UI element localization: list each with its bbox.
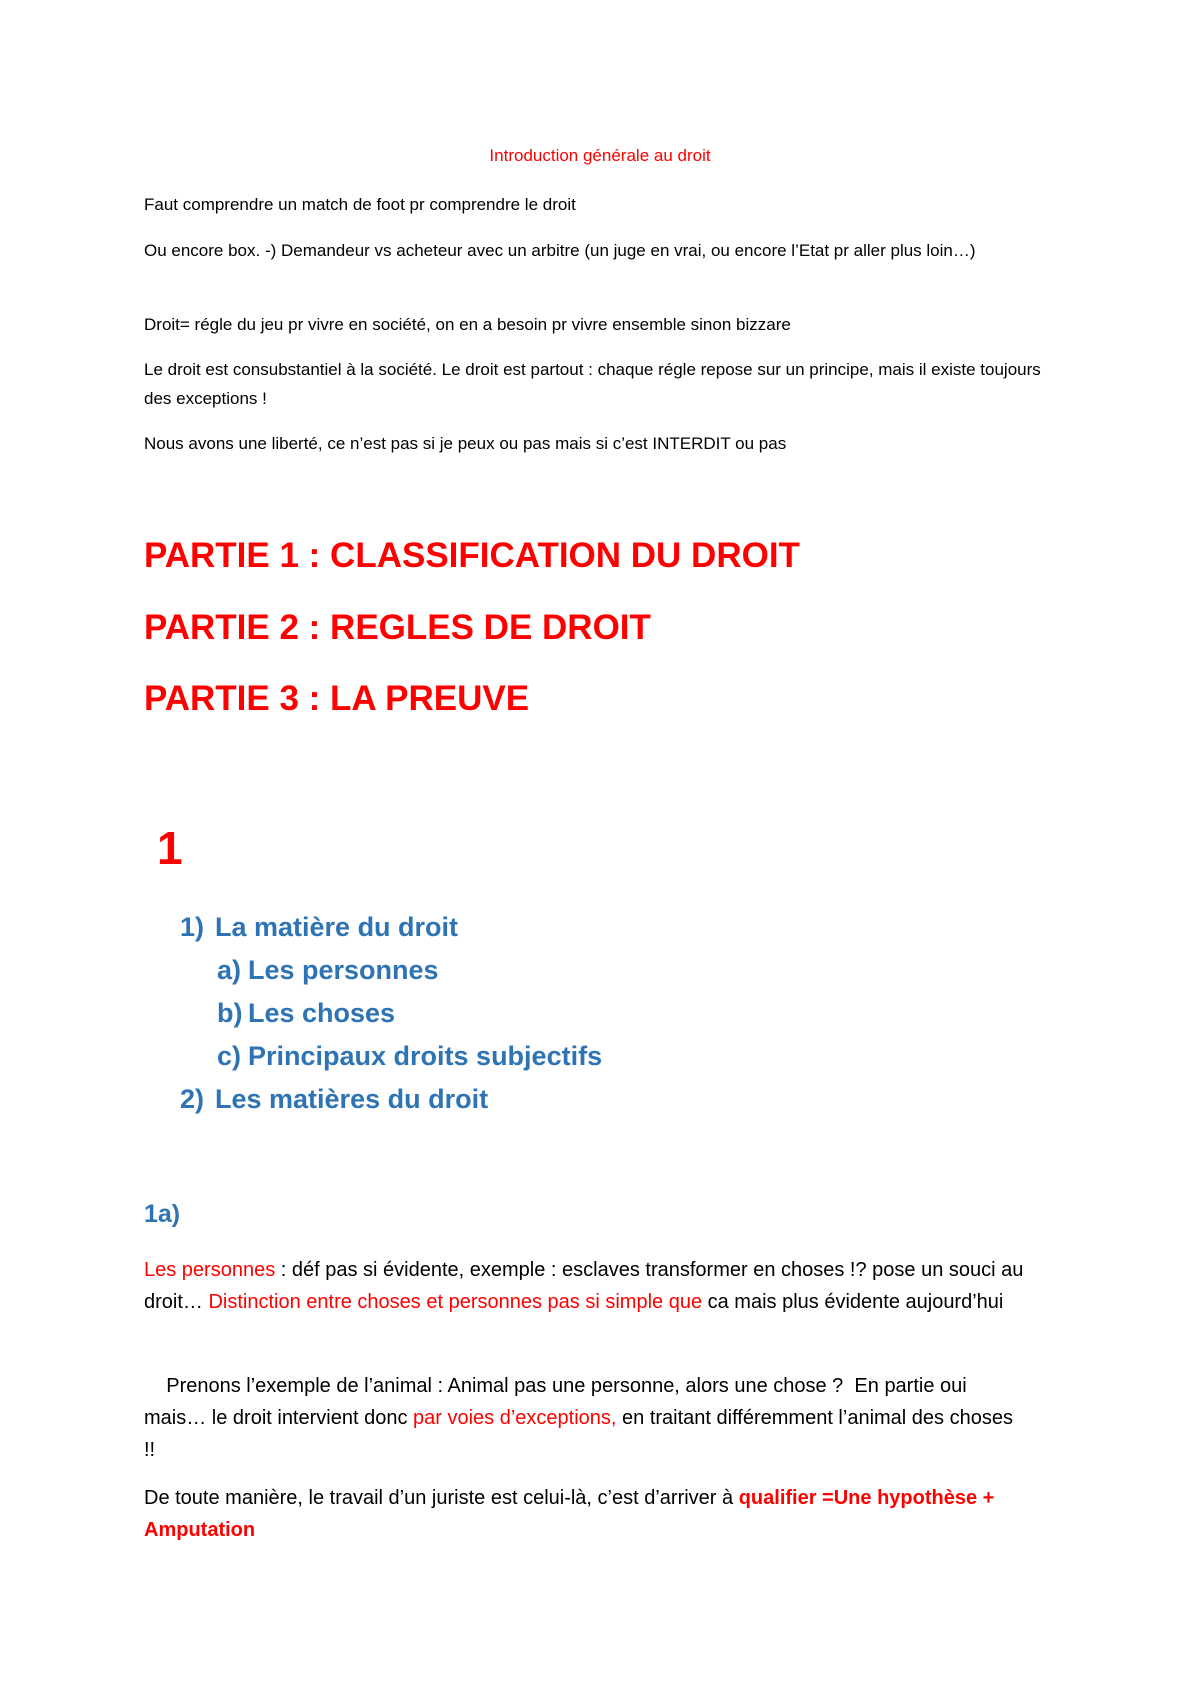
toc-item-number: b) <box>217 998 243 1028</box>
animal-highlight: par voies d’exceptions, <box>413 1407 617 1429</box>
toc-item-number: 1) <box>180 912 205 942</box>
section-number: 1 <box>157 822 183 874</box>
toc-item-1b <box>217 996 395 1030</box>
toc-item-number: c) <box>217 1041 242 1071</box>
juriste-highlight: qualifier =Une hypothèse + Amputation <box>144 1487 995 1541</box>
intro-paragraph-1: Faut comprendre un match de foot pr comprendre le droit <box>144 195 576 214</box>
animal-paragraph <box>144 1370 1024 1466</box>
toc-item-1a <box>217 953 439 987</box>
partie-3-heading: PARTIE 3 : LA PREUVE <box>144 679 530 718</box>
intro-paragraph-5: Nous avons une liberté, ce n’est pas si je peux ou pas mais si c’est INTERDIT ou pas <box>144 434 787 453</box>
personnes-term: Les personnes <box>144 1259 276 1281</box>
toc-item-1c <box>217 1039 602 1073</box>
document-title: Introduction générale au droit <box>489 146 711 165</box>
personnes-highlight: Distinction entre choses et personnes pas si simple que <box>208 1291 703 1313</box>
juriste-text: De toute manière, le travail d’un juriste est celui-là, c’est d’arriver à <box>144 1487 739 1509</box>
animal-text-end: en traitant différemment l’animal des choses !! <box>144 1407 1019 1461</box>
toc-item-label: La matière du droit <box>215 912 459 942</box>
toc-item-label: Principaux droits subjectifs <box>248 1041 603 1071</box>
personnes-text-end: ca mais plus évidente aujourd’hui <box>702 1291 1004 1313</box>
juriste-paragraph <box>144 1482 1024 1546</box>
toc-item-number: 2) <box>180 1084 205 1114</box>
personnes-paragraph <box>144 1254 1024 1318</box>
intro-paragraph-2: Ou encore box. -) Demandeur vs acheteur avec un arbitre (un juge en vrai, ou encore l’Etat pr aller plus loin…) <box>144 241 976 260</box>
intro-paragraph-3: Droit= régle du jeu pr vivre en société, on en a besoin pr vivre ensemble sinon bizzare <box>144 315 791 334</box>
toc-item-label: Les personnes <box>248 955 439 985</box>
toc-item-1 <box>180 910 458 944</box>
toc-item-number: a) <box>217 955 242 985</box>
animal-text: Prenons l’exemple de l’animal : Animal pas une personne, alors une chose ? En partie oui mais… le droit intervient donc <box>144 1375 973 1429</box>
subsection-heading: 1a) <box>144 1200 181 1228</box>
intro-paragraph-4: Le droit est consubstantiel à la société. Le droit est partout : chaque régle repose sur un principe, mais il existe toujours des exceptions ! <box>144 360 1041 408</box>
toc-item-2 <box>180 1082 488 1116</box>
personnes-text: : déf pas si évidente, exemple : esclaves transformer en choses !? pose un souci au droit… <box>144 1259 1024 1313</box>
partie-2-heading: PARTIE 2 : REGLES DE DROIT <box>144 608 651 647</box>
toc-item-label: Les matières du droit <box>215 1084 489 1114</box>
toc-item-label: Les choses <box>248 998 396 1028</box>
partie-1-heading: PARTIE 1 : CLASSIFICATION DU DROIT <box>144 536 800 575</box>
